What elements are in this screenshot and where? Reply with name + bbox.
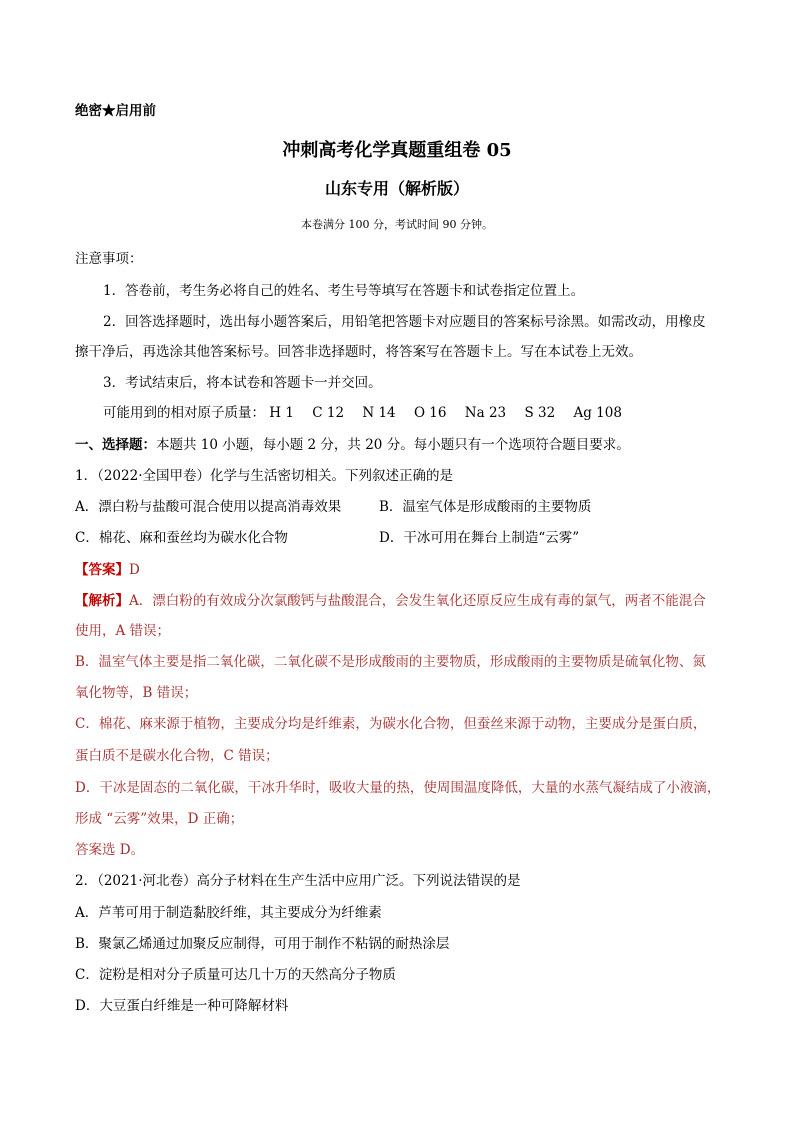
section-heading [75, 437, 630, 453]
analysis-b-line-2: 氧化物等，B 错误； [75, 685, 198, 701]
analysis-d-line-2: 形成 “云雾”效果，D 正确； [75, 811, 244, 827]
atomic-mass-na: Na 23 [464, 405, 507, 421]
analysis-c-line-1: C．棉花、麻来源于植物，主要成分均是纤维素，为碳水化合物，但蚕丝来源于动物，主要成分是蛋白质， [75, 716, 707, 732]
atomic-masses-label: 可能用到的相对原子质量： [103, 405, 265, 421]
page-title: 冲刺高考化学真题重组卷 05 [282, 140, 512, 161]
section-heading-bold: 一、选择题： [75, 437, 156, 453]
answer-value: D [129, 562, 140, 578]
question-2-stem: 2．（2021·河北卷）高分子材料在生产生活中应用广泛。下列说法错误的是 [75, 873, 521, 889]
section-heading-text: 本题共 10 小题，每小题 2 分，共 20 分。每小题只有一个选项符合题目要求。 [156, 437, 630, 453]
analysis-conclusion: 答案选 D。 [75, 842, 145, 858]
note-3: 3．考试结束后，将本试卷和答题卡一并交回。 [103, 375, 382, 391]
note-1: 1．答卷前，考生务必将自己的姓名、考生号等填写在答题卡和试卷指定位置上。 [103, 283, 585, 299]
exam-info: 本卷满分 100 分，考试时间 90 分钟。 [301, 218, 493, 231]
question-2-option-d: D．大豆蛋白纤维是一种可降解材料 [75, 998, 289, 1014]
analysis-a-text: A．漂白粉的有效成分次氯酸钙与盐酸混合，会发生氧化还原反应生成有毒的氯气，两者不能混合 [129, 593, 706, 609]
confidential-label: 绝密★启用前 [75, 103, 156, 119]
question-1-answer [75, 562, 140, 578]
question-1-option-b: B．温室气体是形成酸雨的主要物质 [379, 499, 592, 515]
analysis-tag: 【解析】 [75, 593, 129, 609]
page-subtitle: 山东专用（解析版） [324, 179, 469, 198]
question-2-option-a: A．芦苇可用于制造黏胶纤维，其主要成分为纤维素 [75, 905, 382, 921]
atomic-masses [103, 405, 636, 421]
atomic-mass-c: C 12 [312, 405, 345, 421]
analysis-a-line-1 [75, 593, 706, 609]
question-2-option-b: B．聚氯乙烯通过加聚反应制得，可用于制作不粘锅的耐热涂层 [75, 936, 450, 952]
answer-tag: 【答案】 [75, 562, 129, 578]
notes-heading: 注意事项： [75, 251, 143, 267]
note-2-line-2: 擦干净后，再选涂其他答案标号。回答非选择题时，将答案写在答题卡上。写在本试卷上无效。 [75, 344, 642, 360]
note-2-line-1: 2．回答选择题时，选出每小题答案后，用铅笔把答题卡对应题目的答案标号涂黑。如需改动，用橡皮 [103, 314, 706, 330]
analysis-b-line-1: B．温室气体主要是指二氧化碳，二氧化碳不是形成酸雨的主要物质，形成酸雨的主要物质是硫氧化物、氮 [75, 654, 706, 670]
analysis-d-line-1: D．干冰是固态的二氧化碳，干冰升华时，吸收大量的热，使周围温度降低，大量的水蒸气凝结成了小液滴， [75, 780, 721, 796]
question-2-option-c: C．淀粉是相对分子质量可达几十万的天然高分子物质 [75, 967, 396, 983]
atomic-mass-s: S 32 [524, 405, 556, 421]
question-1-option-c: C．棉花、麻和蚕丝均为碳水化合物 [75, 530, 288, 546]
question-1-option-a: A．漂白粉与盐酸可混合使用以提高消毒效果 [75, 499, 342, 515]
analysis-c-line-2: 蛋白质不是碳水化合物，C 错误； [75, 748, 279, 764]
atomic-mass-o: O 16 [413, 405, 447, 421]
atomic-mass-n: N 14 [362, 405, 396, 421]
question-1-stem: 1．（2022·全国甲卷）化学与生活密切相关。下列叙述正确的是 [75, 468, 453, 484]
analysis-a-line-2: 使用，A 错误； [75, 623, 171, 639]
atomic-mass-h: H 1 [269, 405, 294, 421]
atomic-mass-ag: Ag 108 [573, 405, 622, 421]
question-1-option-d: D．干冰可用在舞台上制造“云雾” [379, 530, 580, 546]
